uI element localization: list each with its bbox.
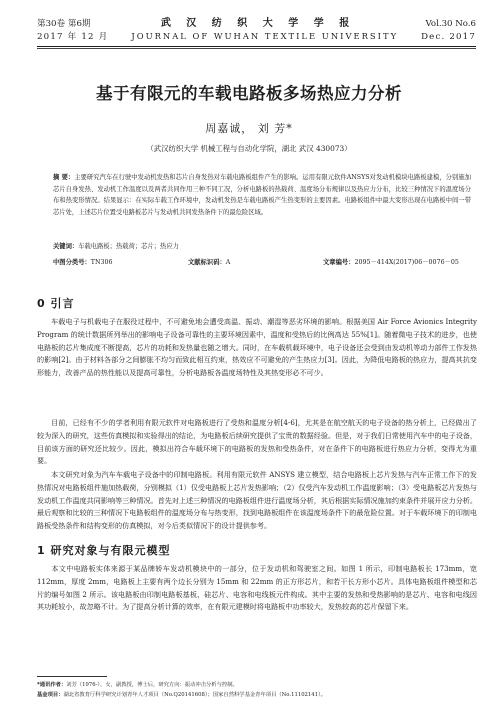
journal-title-en: JOURNAL OF WUHAN TEXTILE UNIVERSITY xyxy=(131,31,399,41)
document-code xyxy=(188,257,323,266)
date-en: Dec. 2017 xyxy=(421,32,476,42)
footnote-author-label: *通讯作者： xyxy=(37,682,67,688)
article-number xyxy=(323,257,459,266)
footnote-fund-text: 湖北省教育厅科学研究计划青年人才项目（No.Q20141608）；国家自然科学基金青年项目（No.11102141）。 xyxy=(63,692,326,698)
header-rule-thin xyxy=(37,48,476,49)
model-paragraph-1-text: 本文中电路板实体来源于某品牌轿车发动机模块中的一部分，位于发动机和驾驶室之间。如图 1 所示，印制电路板长 173mm，宽 112mm，厚度 2mm，电路板上主要有两个边长分别为 15mm 和 22mm 的正方形芯片，和若干长方形小芯片。具体电路板组件模型和芯片的编号如图 2 所示。该电路板由印制电路板基板、硅芯片、电容和电线板元件构成。其中主要的发热和受热影响的是芯片、电容和电线因其功耗较小，故忽略不计。为了提高分析计算的效率，在有限元建模时将电路板中功率较大，发热较高的芯片保留下来。 xyxy=(37,564,477,612)
article-no-label: 文章编号： xyxy=(323,259,355,266)
authors: 周嘉诚， 刘 芳* xyxy=(205,122,293,135)
intro-paragraph-3 xyxy=(37,469,477,533)
header-rule xyxy=(37,46,476,47)
abstract xyxy=(53,172,471,218)
journal-title-cn: 武 汉 纺 织 大 学 学 报 xyxy=(160,18,356,29)
footnote-rule xyxy=(37,676,107,677)
footnote-fund xyxy=(37,690,326,698)
intro-paragraph-1-text: 车载电子与机载电子在服役过程中，不可避免地会遭受高温、振动、潮湿等恶劣环境的影响。根据美国 Air Force Avionics Integrity Program 的统计数据所列举出的影响电子设备可靠性的主要环境因素中，温度和受热后的比例高达 55%[1]。随着微电子技术的进步，也使电路板的芯片集成度不断提高，芯片的功耗和发热量也随之增大。同时，在车载机载环境中，电子设备还会受到由发动机等动力部件工作发热的影响[2]。由于材料各部分之间膨胀不均匀而致此相互约束，热效应不可避免的产生热应力[3]。因此，为降低电路板的热应力，提高其抗变形能力，改善产品的热性能以及提高可靠性，分析电路板各温度场特性及其热变形必不可少。 xyxy=(37,317,477,378)
footnote-fund-label: 基金项目： xyxy=(37,692,64,698)
footnote-author-text: 刘芳（1976-），女，副教授，博士后，研究方向：振动冲击分析与控制。 xyxy=(66,682,238,688)
section-heading-intro: 0 引言 xyxy=(37,297,75,310)
running-header-bottom xyxy=(37,30,476,42)
keywords xyxy=(53,241,471,250)
doc-code-value: A xyxy=(225,259,231,266)
clc-label: 中图分类号： xyxy=(53,259,91,266)
abstract-text: 主要研究汽车在行驶中发动机发热和芯片自身发热对车载电路板组件产生的影响。运用有限元软件ANSYS对发动机模块电路板建模，分别施加芯片自身发热、发动机工作温度以及两者共同作用三种不同工况，分析电路板的热载荷、温度场分布规律以及热应力分布，比较三种情况下的温度场分布和热变形情况。结果显示：在实际车载工作环境中，发动机发热是车载电路板产生热变形的主要因素。电路板组件中最大变形出现在电路板中间一带芯片处，上述芯片位置受电路板芯片与发动机共同发热条件下的最危险区域。 xyxy=(53,174,471,216)
keywords-text: 车载电路板；热载荷；芯片；热应力 xyxy=(78,243,179,250)
section-heading-model: 1 研究对象与有限元模型 xyxy=(37,544,171,557)
abstract-label: 摘 要： xyxy=(53,174,75,181)
volume-en: Vol.30 No.6 xyxy=(425,19,476,29)
classification-row xyxy=(53,257,471,266)
clc-value: TN306 xyxy=(90,259,113,266)
footnote-author xyxy=(37,680,238,688)
intro-paragraph-2 xyxy=(37,417,477,468)
article-no-value: 2095－414X(2017)06－0076－05 xyxy=(354,259,459,266)
clc-number xyxy=(53,257,188,266)
running-header-top xyxy=(37,14,476,29)
paper-title: 基于有限元的车载电路板多场热应力分析 xyxy=(96,84,402,103)
affiliation: （武汉纺织大学 机械工程与自动化学院，湖北 武汉 430073） xyxy=(146,144,352,153)
doc-code-label: 文献标识码： xyxy=(188,259,226,266)
keywords-label: 关键词： xyxy=(53,243,79,250)
intro-paragraph-1 xyxy=(37,316,477,380)
intro-paragraph-2-text: 目前，已经有不少的学者利用有限元软件对电路板进行了受热和温度分析[4-6]，尤其是在航空航天的电子设备的热分析上，已经做出了较为深入的研究，这些仿真模拟和实验得出的结论，为电路板后续研究提供了宝贵的数据经验。但是，对于我们日常使用汽车中的电子设备，目前该方面的研究还比较少。因此，模拟出符合车载环境下的电路板的发热和受热条件，对在条件下的电路板进行热应力分析，变得尤为重要。 xyxy=(37,418,477,466)
model-paragraph-1 xyxy=(37,563,477,614)
volume-cn: 第30卷 第6期 xyxy=(37,19,91,29)
date-cn: 2017 年 12 月 xyxy=(37,32,109,42)
intro-paragraph-3-text: 本文研究对象为汽车车载电子设备中的印制电路板。利用有限元软件 ANSYS 建立模型，结合电路板上芯片发热与汽车正常工作下的发热情况对电路板组件施加热载荷，分别模拟（1）仅受电路板上芯片发热影响；（2）仅受汽车发动机工作温度影响；（3）受电路板芯片发热与发动机工作温度共同影响等三种情况。首先对上述三种情况的电路板组件进行温度场分析，其后根据实际情况施加约束条件并展开应力分析。最后观察和比较的三种情况下电路板组件的温度场分布与热变形，找到电路板组件在该温度场条件下的最危险位置。对于车载环境下的印制电路板受热条件和结构变形的仿真模拟，对今后类似情况下的设计提供参考。 xyxy=(37,470,477,531)
